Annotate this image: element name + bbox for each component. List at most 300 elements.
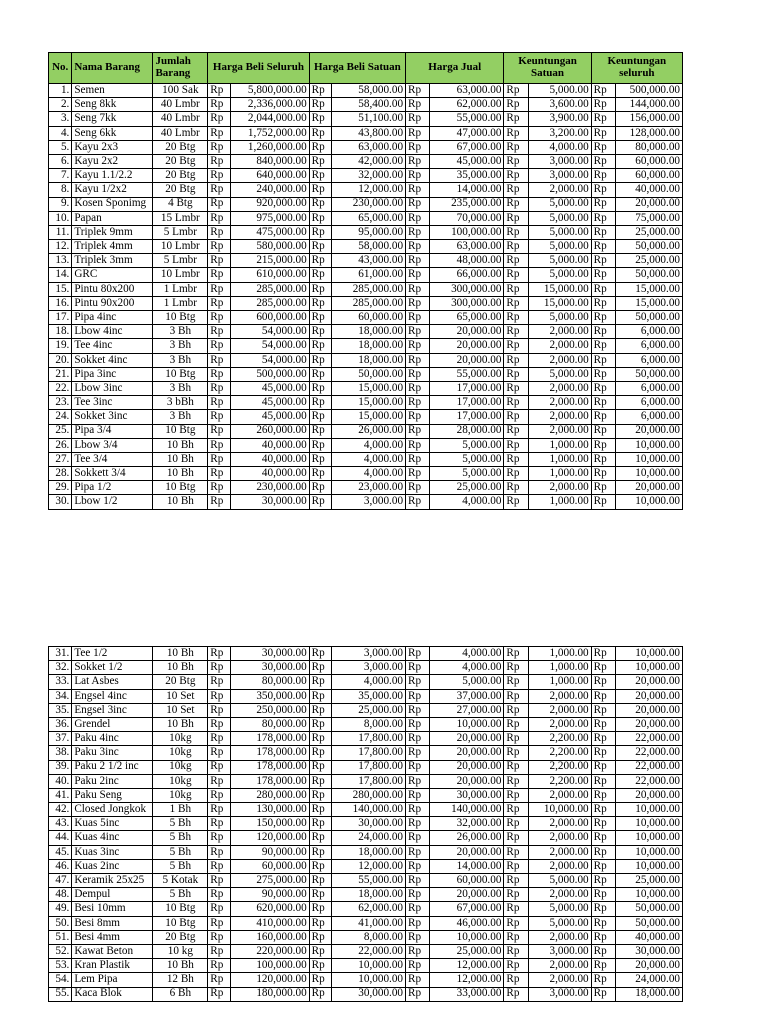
harga-jual-value: 26,000.00 — [430, 831, 504, 845]
keuntungan-satuan-value: 5,000.00 — [528, 902, 591, 916]
keuntungan-seluruh-value: 20,000.00 — [615, 675, 682, 689]
currency-label: Rp — [208, 154, 230, 168]
keuntungan-satuan-value: 1,000.00 — [528, 661, 591, 675]
currency-label: Rp — [406, 396, 430, 410]
row-number: 51. — [49, 930, 72, 944]
keuntungan-satuan-value: 5,000.00 — [528, 268, 591, 282]
currency-label: Rp — [504, 647, 528, 661]
currency-label: Rp — [309, 225, 331, 239]
harga-beli-satuan-value: 4,000.00 — [331, 452, 405, 466]
harga-beli-satuan-value: 22,000.00 — [331, 944, 405, 958]
item-quantity: 40 Lmbr — [153, 112, 208, 126]
currency-label: Rp — [208, 367, 230, 381]
currency-label: Rp — [208, 703, 230, 717]
keuntungan-satuan-value: 2,000.00 — [528, 817, 591, 831]
currency-label: Rp — [591, 703, 615, 717]
currency-label: Rp — [591, 831, 615, 845]
currency-label: Rp — [504, 183, 528, 197]
harga-beli-seluruh-value: 1,752,000.00 — [230, 126, 309, 140]
table-row — [49, 495, 683, 509]
keuntungan-seluruh-value: 10,000.00 — [615, 888, 682, 902]
harga-beli-seluruh-value: 350,000.00 — [230, 689, 309, 703]
currency-label: Rp — [309, 888, 331, 902]
item-name: Pipa 4inc — [72, 311, 153, 325]
harga-beli-seluruh-value: 130,000.00 — [230, 803, 309, 817]
table-row — [49, 396, 683, 410]
harga-beli-seluruh-value: 45,000.00 — [230, 410, 309, 424]
table-row — [49, 467, 683, 481]
keuntungan-seluruh-value: 20,000.00 — [615, 959, 682, 973]
item-name: Sokkett 3/4 — [72, 467, 153, 481]
harga-beli-seluruh-value: 90,000.00 — [230, 888, 309, 902]
currency-label: Rp — [208, 944, 230, 958]
item-name: Sokket 4inc — [72, 353, 153, 367]
item-name: Engsel 3inc — [72, 703, 153, 717]
currency-label: Rp — [504, 268, 528, 282]
item-name: Paku 4inc — [72, 732, 153, 746]
keuntungan-satuan-value: 2,000.00 — [528, 424, 591, 438]
item-name: Pintu 90x200 — [72, 296, 153, 310]
harga-beli-satuan-value: 23,000.00 — [331, 481, 405, 495]
currency-label: Rp — [406, 140, 430, 154]
currency-label: Rp — [504, 396, 528, 410]
currency-label: Rp — [208, 197, 230, 211]
currency-label: Rp — [591, 438, 615, 452]
table-row — [49, 916, 683, 930]
currency-label: Rp — [309, 902, 331, 916]
table-row — [49, 381, 683, 395]
item-quantity: 5 Bh — [153, 817, 208, 831]
row-number: 23. — [49, 396, 72, 410]
item-quantity: 10 Bh — [153, 452, 208, 466]
keuntungan-satuan-value: 5,000.00 — [528, 225, 591, 239]
item-quantity: 100 Sak — [153, 84, 208, 98]
currency-label: Rp — [504, 944, 528, 958]
keuntungan-satuan-value: 2,000.00 — [528, 959, 591, 973]
item-name: Lbow 3inc — [72, 381, 153, 395]
harga-beli-satuan-value: 95,000.00 — [331, 225, 405, 239]
table-row — [49, 325, 683, 339]
currency-label: Rp — [406, 225, 430, 239]
table-row — [49, 282, 683, 296]
harga-beli-seluruh-value: 40,000.00 — [230, 467, 309, 481]
row-number: 30. — [49, 495, 72, 509]
keuntungan-seluruh-value: 144,000.00 — [616, 98, 683, 112]
keuntungan-satuan-value: 5,000.00 — [528, 874, 591, 888]
harga-beli-seluruh-value: 975,000.00 — [230, 211, 309, 225]
currency-label: Rp — [309, 959, 331, 973]
currency-label: Rp — [309, 874, 331, 888]
harga-beli-seluruh-value: 220,000.00 — [230, 944, 309, 958]
currency-label: Rp — [591, 424, 615, 438]
item-name: Kuas 4inc — [72, 831, 153, 845]
row-number: 27. — [49, 452, 72, 466]
item-quantity: 3 Bh — [153, 381, 208, 395]
table-row — [49, 296, 683, 310]
harga-beli-satuan-value: 230,000.00 — [331, 197, 405, 211]
row-number: 50. — [49, 916, 72, 930]
currency-label: Rp — [504, 902, 528, 916]
currency-label: Rp — [309, 930, 331, 944]
row-number: 49. — [49, 902, 72, 916]
currency-label: Rp — [504, 296, 528, 310]
currency-label: Rp — [406, 689, 430, 703]
keuntungan-seluruh-value: 15,000.00 — [616, 296, 683, 310]
keuntungan-satuan-value: 2,000.00 — [528, 396, 591, 410]
harga-beli-satuan-value: 4,000.00 — [331, 438, 405, 452]
currency-label: Rp — [208, 339, 230, 353]
harga-beli-satuan-value: 10,000.00 — [331, 959, 405, 973]
currency-label: Rp — [208, 661, 230, 675]
row-number: 20. — [49, 353, 72, 367]
currency-label: Rp — [309, 311, 331, 325]
keuntungan-satuan-value: 2,000.00 — [528, 859, 591, 873]
item-name: Tee 1/2 — [72, 647, 153, 661]
harga-beli-satuan-value: 50,000.00 — [331, 367, 405, 381]
harga-beli-seluruh-value: 160,000.00 — [230, 930, 309, 944]
item-name: Tee 3/4 — [72, 452, 153, 466]
row-number: 3. — [49, 112, 72, 126]
item-quantity: 3 bBh — [153, 396, 208, 410]
currency-label: Rp — [591, 944, 615, 958]
harga-beli-seluruh-value: 180,000.00 — [230, 987, 309, 1001]
item-name: Kayu 2x2 — [72, 154, 153, 168]
currency-label: Rp — [504, 859, 528, 873]
keuntungan-satuan-value: 2,000.00 — [528, 831, 591, 845]
keuntungan-satuan-value: 2,000.00 — [528, 973, 591, 987]
currency-label: Rp — [208, 845, 230, 859]
table-row — [49, 452, 683, 466]
currency-label: Rp — [406, 240, 430, 254]
item-name: Sokket 1/2 — [72, 661, 153, 675]
keuntungan-satuan-value: 3,000.00 — [528, 944, 591, 958]
item-quantity: 5 Kotak — [153, 874, 208, 888]
keuntungan-satuan-value: 1,000.00 — [528, 452, 591, 466]
row-number: 44. — [49, 831, 72, 845]
currency-label: Rp — [309, 788, 331, 802]
currency-label: Rp — [208, 410, 230, 424]
harga-beli-satuan-value: 62,000.00 — [331, 902, 405, 916]
harga-jual-value: 10,000.00 — [430, 930, 504, 944]
keuntungan-satuan-value: 3,600.00 — [528, 98, 591, 112]
currency-label: Rp — [309, 438, 331, 452]
keuntungan-seluruh-value: 20,000.00 — [616, 424, 683, 438]
harga-beli-seluruh-value: 54,000.00 — [230, 353, 309, 367]
item-quantity: 5 Bh — [153, 845, 208, 859]
row-number: 41. — [49, 788, 72, 802]
currency-label: Rp — [309, 410, 331, 424]
currency-label: Rp — [591, 647, 615, 661]
table-row — [49, 240, 683, 254]
item-quantity: 10 Bh — [153, 467, 208, 481]
currency-label: Rp — [406, 831, 430, 845]
currency-label: Rp — [309, 268, 331, 282]
currency-label: Rp — [208, 495, 230, 509]
currency-label: Rp — [208, 240, 230, 254]
harga-jual-value: 47,000.00 — [430, 126, 504, 140]
keuntungan-satuan-value: 2,000.00 — [528, 183, 591, 197]
table-row — [49, 481, 683, 495]
currency-label: Rp — [406, 888, 430, 902]
header-no: No. — [49, 53, 72, 84]
harga-beli-satuan-value: 61,000.00 — [331, 268, 405, 282]
item-name: Seng 7kk — [72, 112, 153, 126]
currency-label: Rp — [591, 746, 615, 760]
item-quantity: 5 Lmbr — [153, 254, 208, 268]
harga-beli-seluruh-value: 230,000.00 — [230, 481, 309, 495]
currency-label: Rp — [406, 717, 430, 731]
currency-label: Rp — [309, 803, 331, 817]
harga-beli-satuan-value: 41,000.00 — [331, 916, 405, 930]
keuntungan-satuan-value: 2,000.00 — [528, 788, 591, 802]
keuntungan-seluruh-value: 10,000.00 — [616, 452, 683, 466]
row-number: 17. — [49, 311, 72, 325]
harga-beli-satuan-value: 15,000.00 — [331, 381, 405, 395]
harga-jual-value: 62,000.00 — [430, 98, 504, 112]
currency-label: Rp — [406, 803, 430, 817]
currency-label: Rp — [208, 452, 230, 466]
currency-label: Rp — [208, 325, 230, 339]
currency-label: Rp — [504, 874, 528, 888]
keuntungan-satuan-value: 2,000.00 — [528, 717, 591, 731]
row-number: 42. — [49, 803, 72, 817]
currency-label: Rp — [591, 325, 615, 339]
keuntungan-seluruh-value: 10,000.00 — [616, 495, 683, 509]
harga-beli-satuan-value: 51,100.00 — [331, 112, 405, 126]
currency-label: Rp — [591, 930, 615, 944]
harga-beli-seluruh-value: 275,000.00 — [230, 874, 309, 888]
row-number: 43. — [49, 817, 72, 831]
table-row — [49, 197, 683, 211]
keuntungan-seluruh-value: 15,000.00 — [616, 282, 683, 296]
currency-label: Rp — [406, 647, 430, 661]
keuntungan-seluruh-value: 6,000.00 — [616, 339, 683, 353]
currency-label: Rp — [406, 367, 430, 381]
harga-beli-satuan-value: 58,000.00 — [331, 240, 405, 254]
currency-label: Rp — [208, 916, 230, 930]
table-row — [49, 959, 683, 973]
row-number: 47. — [49, 874, 72, 888]
harga-jual-value: 4,000.00 — [430, 647, 504, 661]
item-name: Lbow 4inc — [72, 325, 153, 339]
currency-label: Rp — [591, 410, 615, 424]
item-name: Lbow 1/2 — [72, 495, 153, 509]
harga-jual-value: 55,000.00 — [430, 112, 504, 126]
item-name: Paku 3inc — [72, 746, 153, 760]
currency-label: Rp — [208, 183, 230, 197]
harga-beli-satuan-value: 60,000.00 — [331, 311, 405, 325]
header-keuntungan-seluruh: Keuntungan seluruh — [591, 53, 682, 84]
keuntungan-satuan-value: 5,000.00 — [528, 211, 591, 225]
currency-label: Rp — [591, 353, 615, 367]
harga-beli-seluruh-value: 80,000.00 — [230, 675, 309, 689]
currency-label: Rp — [504, 831, 528, 845]
row-number: 13. — [49, 254, 72, 268]
item-name: Kuas 2inc — [72, 859, 153, 873]
row-number: 55. — [49, 987, 72, 1001]
currency-label: Rp — [309, 183, 331, 197]
item-quantity: 20 Btg — [153, 183, 208, 197]
currency-label: Rp — [591, 760, 615, 774]
keuntungan-seluruh-value: 20,000.00 — [615, 717, 682, 731]
row-number: 12. — [49, 240, 72, 254]
currency-label: Rp — [309, 732, 331, 746]
keuntungan-satuan-value: 15,000.00 — [528, 282, 591, 296]
item-quantity: 1 Lmbr — [153, 296, 208, 310]
harga-jual-value: 300,000.00 — [430, 282, 504, 296]
keuntungan-satuan-value: 2,200.00 — [528, 746, 591, 760]
harga-beli-satuan-value: 26,000.00 — [331, 424, 405, 438]
currency-label: Rp — [591, 774, 615, 788]
table-row — [49, 987, 683, 1001]
currency-label: Rp — [406, 254, 430, 268]
table-row — [49, 647, 683, 661]
harga-jual-value: 37,000.00 — [430, 689, 504, 703]
currency-label: Rp — [309, 353, 331, 367]
currency-label: Rp — [208, 311, 230, 325]
harga-beli-seluruh-value: 410,000.00 — [230, 916, 309, 930]
keuntungan-satuan-value: 5,000.00 — [528, 311, 591, 325]
currency-label: Rp — [208, 647, 230, 661]
currency-label: Rp — [208, 112, 230, 126]
keuntungan-seluruh-value: 40,000.00 — [616, 183, 683, 197]
harga-beli-seluruh-value: 620,000.00 — [230, 902, 309, 916]
harga-beli-satuan-value: 18,000.00 — [331, 353, 405, 367]
harga-beli-seluruh-value: 600,000.00 — [230, 311, 309, 325]
harga-beli-seluruh-value: 60,000.00 — [230, 859, 309, 873]
keuntungan-satuan-value: 2,000.00 — [528, 381, 591, 395]
item-name: Paku 2 1/2 inc — [72, 760, 153, 774]
item-quantity: 10kg — [153, 746, 208, 760]
harga-jual-value: 60,000.00 — [430, 874, 504, 888]
currency-label: Rp — [406, 902, 430, 916]
currency-label: Rp — [591, 661, 615, 675]
harga-beli-satuan-value: 25,000.00 — [331, 703, 405, 717]
currency-label: Rp — [504, 717, 528, 731]
harga-beli-seluruh-value: 80,000.00 — [230, 717, 309, 731]
keuntungan-satuan-value: 5,000.00 — [528, 240, 591, 254]
harga-beli-seluruh-value: 610,000.00 — [230, 268, 309, 282]
harga-beli-seluruh-value: 250,000.00 — [230, 703, 309, 717]
keuntungan-seluruh-value: 60,000.00 — [616, 154, 683, 168]
table-row — [49, 888, 683, 902]
table-row — [49, 675, 683, 689]
currency-label: Rp — [591, 240, 615, 254]
item-name: Lat Asbes — [72, 675, 153, 689]
currency-label: Rp — [309, 774, 331, 788]
currency-label: Rp — [591, 803, 615, 817]
currency-label: Rp — [504, 732, 528, 746]
keuntungan-seluruh-value: 10,000.00 — [615, 647, 682, 661]
keuntungan-satuan-value: 2,000.00 — [528, 481, 591, 495]
currency-label: Rp — [208, 788, 230, 802]
table-row — [49, 831, 683, 845]
keuntungan-seluruh-value: 20,000.00 — [615, 788, 682, 802]
table-row — [49, 760, 683, 774]
item-name: Triplek 4mm — [72, 240, 153, 254]
item-quantity: 3 Bh — [153, 353, 208, 367]
currency-label: Rp — [208, 211, 230, 225]
row-number: 8. — [49, 183, 72, 197]
currency-label: Rp — [591, 197, 615, 211]
item-quantity: 10 Btg — [153, 916, 208, 930]
currency-label: Rp — [504, 495, 528, 509]
item-name: Kran Plastik — [72, 959, 153, 973]
keuntungan-seluruh-value: 60,000.00 — [616, 169, 683, 183]
currency-label: Rp — [406, 675, 430, 689]
keuntungan-seluruh-value: 10,000.00 — [615, 817, 682, 831]
table-row — [49, 183, 683, 197]
currency-label: Rp — [504, 703, 528, 717]
currency-label: Rp — [309, 154, 331, 168]
harga-beli-seluruh-value: 2,336,000.00 — [230, 98, 309, 112]
currency-label: Rp — [208, 381, 230, 395]
harga-beli-satuan-value: 285,000.00 — [331, 282, 405, 296]
item-name: Seng 6kk — [72, 126, 153, 140]
currency-label: Rp — [406, 774, 430, 788]
row-number: 6. — [49, 154, 72, 168]
item-quantity: 10kg — [153, 760, 208, 774]
currency-label: Rp — [309, 112, 331, 126]
harga-beli-satuan-value: 12,000.00 — [331, 183, 405, 197]
currency-label: Rp — [591, 311, 615, 325]
keuntungan-seluruh-value: 18,000.00 — [615, 987, 682, 1001]
item-name: Dempul — [72, 888, 153, 902]
harga-beli-seluruh-value: 90,000.00 — [230, 845, 309, 859]
currency-label: Rp — [504, 930, 528, 944]
harga-beli-seluruh-value: 240,000.00 — [230, 183, 309, 197]
harga-beli-satuan-value: 18,000.00 — [331, 339, 405, 353]
currency-label: Rp — [504, 325, 528, 339]
harga-beli-satuan-value: 17,800.00 — [331, 732, 405, 746]
currency-label: Rp — [208, 282, 230, 296]
harga-beli-seluruh-value: 280,000.00 — [230, 788, 309, 802]
currency-label: Rp — [208, 859, 230, 873]
item-name: Kaca Blok — [72, 987, 153, 1001]
harga-beli-seluruh-value: 30,000.00 — [230, 647, 309, 661]
table-row — [49, 874, 683, 888]
currency-label: Rp — [406, 944, 430, 958]
item-quantity: 10 Bh — [153, 959, 208, 973]
currency-label: Rp — [406, 973, 430, 987]
keuntungan-satuan-value: 2,200.00 — [528, 774, 591, 788]
keuntungan-satuan-value: 3,000.00 — [528, 987, 591, 1001]
harga-jual-value: 30,000.00 — [430, 788, 504, 802]
row-number: 29. — [49, 481, 72, 495]
keuntungan-satuan-value: 2,000.00 — [528, 930, 591, 944]
row-number: 11. — [49, 225, 72, 239]
harga-jual-value: 20,000.00 — [430, 353, 504, 367]
harga-jual-value: 5,000.00 — [430, 452, 504, 466]
currency-label: Rp — [406, 183, 430, 197]
currency-label: Rp — [406, 84, 430, 98]
harga-jual-value: 32,000.00 — [430, 817, 504, 831]
currency-label: Rp — [591, 254, 615, 268]
harga-beli-satuan-value: 12,000.00 — [331, 859, 405, 873]
currency-label: Rp — [504, 225, 528, 239]
harga-jual-value: 20,000.00 — [430, 732, 504, 746]
row-number: 19. — [49, 339, 72, 353]
keuntungan-seluruh-value: 10,000.00 — [615, 845, 682, 859]
currency-label: Rp — [406, 930, 430, 944]
keuntungan-seluruh-value: 20,000.00 — [616, 481, 683, 495]
item-quantity: 10 Lmbr — [153, 268, 208, 282]
currency-label: Rp — [591, 396, 615, 410]
table-row — [49, 817, 683, 831]
harga-beli-satuan-value: 18,000.00 — [331, 325, 405, 339]
currency-label: Rp — [591, 84, 615, 98]
keuntungan-satuan-value: 2,000.00 — [528, 845, 591, 859]
